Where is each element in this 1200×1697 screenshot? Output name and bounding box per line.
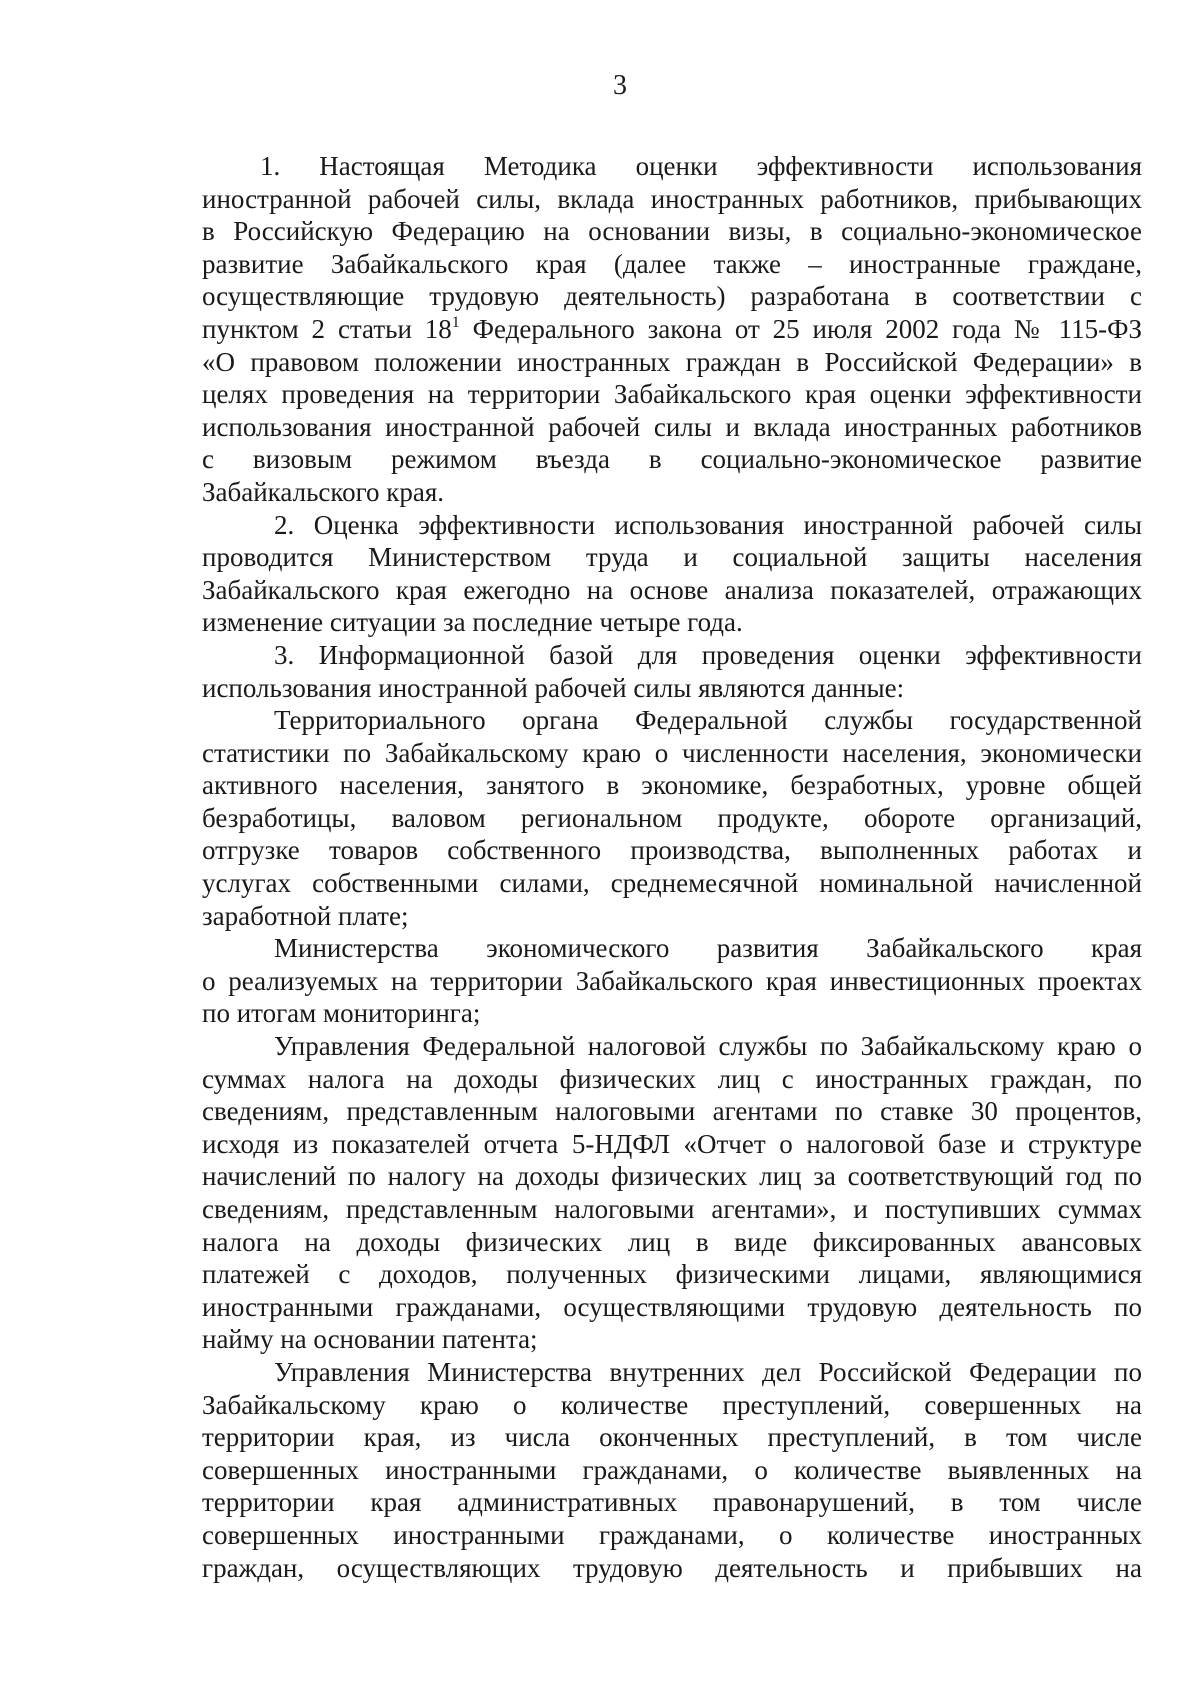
text-line: Забайкальского края ежегодно на основе анализа показателей, отражающих — [202, 574, 1142, 605]
text-line: 3. Информационной базой для проведения оценки эффективности — [274, 639, 1142, 670]
paragraph-rosstat — [202, 704, 1142, 932]
text-line: суммах налога на доходы физических лиц с иностранных граждан, по — [202, 1063, 1142, 1094]
text-line: 2. Оценка эффективности использования иностранной рабочей силы — [274, 509, 1142, 540]
text-line: целях проведения на территории Забайкальского края оценки эффективности — [202, 379, 1142, 410]
text-line: о реализуемых на территории Забайкальского края инвестиционных проектах — [202, 965, 1142, 996]
text-line: статистики по Забайкальскому краю о численности населения, экономически — [202, 737, 1142, 768]
text-line: совершенных иностранными гражданами, о количестве иностранных — [202, 1519, 1142, 1550]
text-line: услугах собственными силами, среднемесячной номинальной начисленной — [202, 868, 1142, 899]
document-body — [202, 150, 1142, 1584]
text-line: в Российскую Федерацию на основании визы, в социально-экономическое — [202, 216, 1142, 247]
text-line: иностранными гражданами, осуществляющими трудовую деятельность по — [202, 1291, 1142, 1322]
text-line: «О правовом положении иностранных граждан в Российской Федерации» в — [202, 346, 1142, 377]
paragraph-ministry-economy — [202, 932, 1142, 1030]
text-line: Территориального органа Федеральной службы государственной — [274, 705, 1142, 736]
text-line: Управления Федеральной налоговой службы по Забайкальскому краю о — [274, 1031, 1142, 1062]
text-line: безработицы, валовом региональном продукте, обороте организаций, — [202, 802, 1142, 833]
text-line: с визовым режимом въезда в социально-экономическое развитие — [202, 444, 1142, 475]
paragraph-interior-ministry — [202, 1356, 1142, 1584]
text-line: по итогам мониторинга; — [202, 998, 481, 1029]
text-line: граждан, осуществляющих трудовую деятельность и прибывших на — [202, 1552, 1142, 1583]
text-line: найму на основании патента; — [202, 1324, 538, 1355]
text-line: Министерства экономического развития Забайкальского края — [274, 933, 1142, 964]
text-line: платежей с доходов, полученных физическими лицами, являющимися — [202, 1259, 1142, 1290]
text-line: отгрузке товаров собственного производства, выполненных работах и — [202, 835, 1142, 866]
text-line: Забайкальского края. — [202, 476, 445, 507]
text-line: исходя из показателей отчета 5-НДФЛ «Отчет о налоговой базе и структуре — [202, 1128, 1142, 1159]
text-line: осуществляющие трудовую деятельность) разработана в соответствии с — [202, 281, 1142, 312]
paragraph-2 — [202, 509, 1142, 639]
footnote-superscript: 1 — [451, 313, 460, 331]
text-line: Забайкальскому краю о количестве преступлений, совершенных на — [202, 1389, 1142, 1420]
text-line: развитие Забайкальского края (далее также – иностранные граждане, — [202, 248, 1142, 279]
text-line: 1. Настоящая Методика оценки эффективности использования — [260, 151, 1142, 181]
text-line: активного населения, занятого в экономике, безработных, уровне общей — [202, 770, 1142, 801]
paragraph-tax-service — [202, 1030, 1142, 1356]
text-line: Управления Министерства внутренних дел Российской Федерации по — [274, 1356, 1142, 1387]
text-line: территории края административных правонарушений, в том числе — [202, 1487, 1142, 1518]
text-line: совершенных иностранными гражданами, о количестве выявленных на — [202, 1454, 1142, 1485]
text-line: территории края, из числа оконченных преступлений, в том числе — [202, 1422, 1142, 1453]
text-line: начислений по налогу на доходы физических лиц за соответствующий год по — [202, 1161, 1142, 1192]
text-line: налога на доходы физических лиц в виде фиксированных авансовых — [202, 1226, 1142, 1257]
text-line: иностранной рабочей силы, вклада иностранных работников, прибывающих — [202, 183, 1142, 214]
page-number: 3 — [613, 70, 627, 101]
text-line: использования иностранной рабочей силы и вклада иностранных работников — [202, 411, 1142, 442]
text-line: изменение ситуации за последние четыре года. — [202, 607, 743, 638]
text-line: использования иностранной рабочей силы являются данные: — [202, 672, 905, 703]
paragraph-3 — [202, 639, 1142, 704]
paragraph-1 — [202, 150, 1142, 509]
text-line: сведениям, представленным налоговыми агентами», и поступивших суммах — [202, 1194, 1142, 1224]
text-line: сведениям, представленным налоговыми агентами по ставке 30 процентов, — [202, 1096, 1142, 1127]
text-line: проводится Министерством труда и социальной защиты населения — [202, 542, 1142, 573]
text-line: пунктом 2 статьи $18^1$ Федерального закона от 25 июля 2002 года № 115-ФЗ — [202, 313, 1142, 344]
text-line: заработной плате; — [202, 900, 409, 931]
